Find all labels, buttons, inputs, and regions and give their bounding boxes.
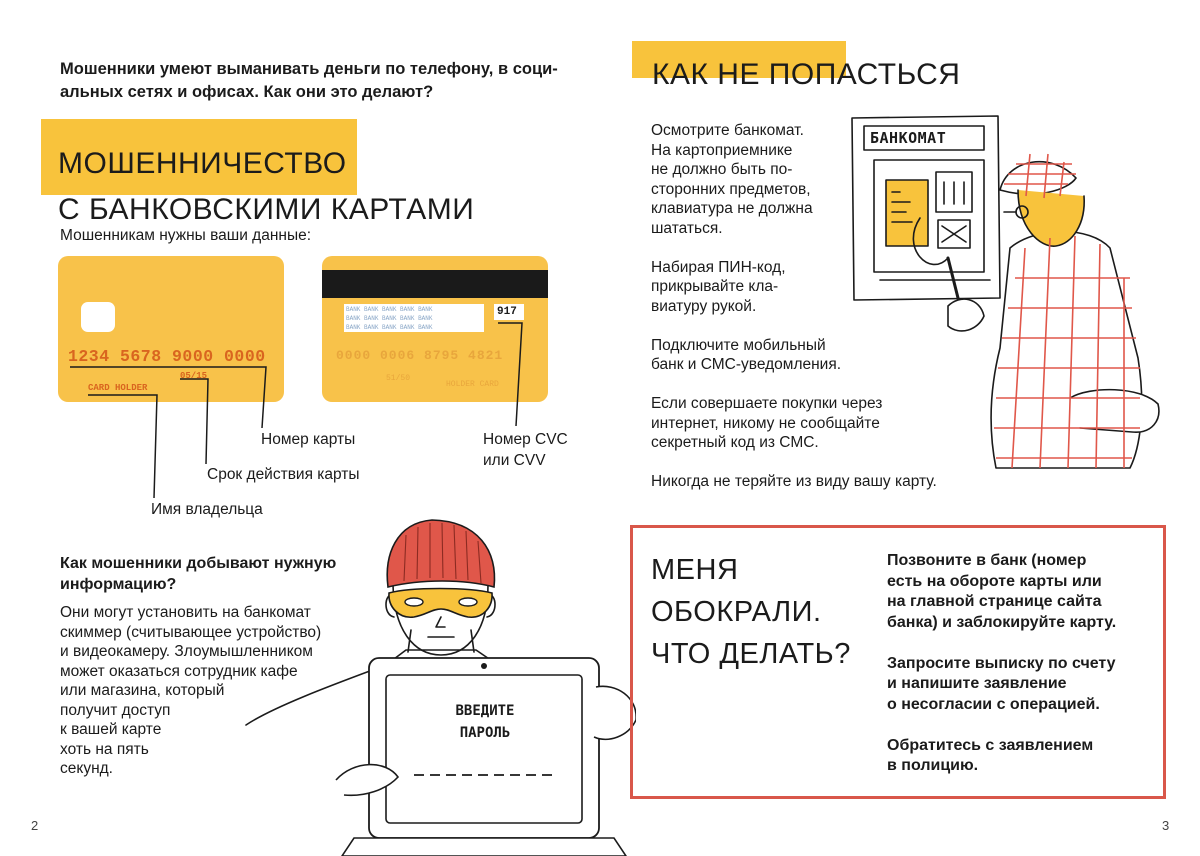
thief-with-laptop-illustration xyxy=(236,515,636,856)
action-line: Обратитесь с заявлением xyxy=(887,736,1094,754)
cvc-text: 917 xyxy=(497,306,517,318)
tip-line: клавиатура не должна xyxy=(651,200,813,217)
mirrored-expiry: 51/50 xyxy=(386,374,411,383)
heading-line: МЕНЯ xyxy=(651,554,739,586)
text-line: секунд. xyxy=(60,760,113,777)
protect-heading: КАК НЕ ПОПАСТЬСЯ xyxy=(652,58,961,91)
tip-line: не должно быть по- xyxy=(651,161,793,178)
action-line: банка) и заблокируйте карту. xyxy=(887,613,1117,631)
leader-cvc xyxy=(498,323,522,426)
action-item xyxy=(887,654,1167,716)
intro-line: Мошенники умеют выманивать деньги по телефону, в соци- xyxy=(60,60,558,78)
signature-word: BANK xyxy=(400,315,415,322)
mirrored-holder: HOLDER CARD xyxy=(446,380,499,389)
text-line: Они могут установить на банкомат xyxy=(60,604,311,621)
label-cvc xyxy=(483,429,568,471)
text-line: или магазина, который xyxy=(60,682,225,699)
label-expiry: Срок действия карты xyxy=(207,466,360,483)
action-line: Позвоните в банк (номер xyxy=(887,552,1087,569)
robbed-heading xyxy=(651,549,851,675)
label-holder: Имя владельца xyxy=(151,501,263,518)
heading-line: ОБОКРАЛИ. xyxy=(651,596,822,628)
robbed-actions xyxy=(887,551,1167,797)
atm-sign-text: БАНКОМАТ xyxy=(870,129,947,147)
text-line: скиммер (считывающее устройство) xyxy=(60,623,322,641)
tip-line: Если совершаете покупки через xyxy=(651,395,883,412)
tip-line: банк и СМС-уведомления. xyxy=(651,356,842,373)
heading-line: С БАНКОВСКИМИ КАРТАМИ xyxy=(58,193,475,226)
label-cvc-line: или CVV xyxy=(483,452,546,469)
text-line: получит доступ xyxy=(60,701,171,719)
action-line: Запросите выписку по счету xyxy=(887,654,1116,672)
signature-word: BANK xyxy=(346,315,361,322)
text-line: к вашей карте xyxy=(60,721,162,738)
leader-holder xyxy=(88,395,157,498)
tip-line: секретный код из СМС. xyxy=(651,434,819,451)
text-line: хоть на пять xyxy=(60,740,149,758)
heading-line: МОШЕННИЧЕСТВО xyxy=(58,147,347,180)
signature-word: BANK xyxy=(346,324,361,331)
laptop-text-line: ПАРОЛЬ xyxy=(459,725,511,741)
label-card-number: Номер карты xyxy=(261,431,356,448)
tip-line: На картоприемнике xyxy=(651,141,793,159)
card-number-text: 1234 5678 9000 0000 xyxy=(68,347,266,366)
signature-word: BANK xyxy=(400,324,415,331)
signature-word: BANK xyxy=(346,306,361,313)
tip-line: интернет, никому не сообщайте xyxy=(651,414,880,432)
action-line: о несогласии с операцией. xyxy=(887,695,1100,713)
signature-word: BANK xyxy=(418,324,433,331)
tip-line: Набирая ПИН-код, xyxy=(651,258,786,276)
action-item xyxy=(887,551,1167,633)
need-data-label: Мошенникам нужны ваши данные: xyxy=(60,227,312,244)
tip-line: шататься. xyxy=(651,219,723,237)
card-holder-text: CARD HOLDER xyxy=(88,383,148,393)
text-line: может оказаться сотрудник кафе xyxy=(60,662,298,680)
atm-detective-illustration xyxy=(840,108,1170,478)
signature-word: BANK xyxy=(364,315,379,322)
signature-word: BANK xyxy=(364,324,379,331)
signature-word: BANK xyxy=(382,324,397,331)
signature-word: BANK xyxy=(382,306,397,313)
label-cvc-line: Номер CVC xyxy=(483,431,568,448)
card-expiry-text: 05/15 xyxy=(180,371,208,381)
question-line: информацию? xyxy=(60,576,177,593)
signature-word: BANK xyxy=(418,315,433,322)
tip-line: прикрывайте кла- xyxy=(651,278,779,295)
laptop-text-line: ВВЕДИТЕ xyxy=(455,703,515,719)
signature-word: BANK xyxy=(364,306,379,313)
action-line: в полицию. xyxy=(887,757,979,774)
text-line: и видеокамеру. Злоумышленником xyxy=(60,643,313,660)
heading-line: ЧТО ДЕЛАТЬ? xyxy=(651,638,851,670)
laptop-screen-text xyxy=(440,700,530,744)
leader-expiry xyxy=(180,379,208,464)
action-item xyxy=(887,736,1167,777)
tip-line: Осмотрите банкомат. xyxy=(651,122,804,139)
intro-line: альных сетях и офисах. Как они это делают? xyxy=(60,83,434,101)
tip-line: виатуру рукой. xyxy=(651,297,757,315)
page-number-left: 2 xyxy=(31,818,39,833)
tip-line: Никогда не теряйте из виду вашу карту. xyxy=(651,473,937,490)
signature-word: BANK xyxy=(382,315,397,322)
tip-line: сторонних предметов, xyxy=(651,180,811,198)
tip-line: Подключите мобильный xyxy=(651,336,826,354)
mirrored-number: 0000 0006 8795 4821 xyxy=(336,348,504,363)
action-line: на главной странице сайта xyxy=(887,593,1102,610)
leader-card-number xyxy=(70,367,266,428)
page-number-right: 3 xyxy=(1162,818,1170,833)
signature-word: BANK xyxy=(418,306,433,313)
signature-word: BANK xyxy=(400,306,415,313)
action-line: и напишите заявление xyxy=(887,675,1067,692)
question-line: Как мошенники добывают нужную xyxy=(60,555,337,572)
action-line: есть на обороте карты или xyxy=(887,572,1102,590)
